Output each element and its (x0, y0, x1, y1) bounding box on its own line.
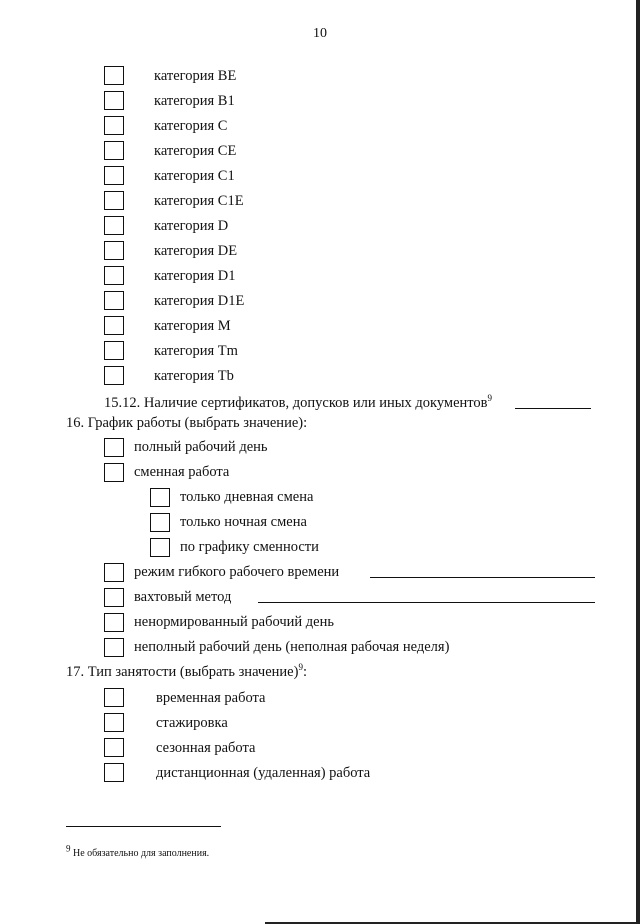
checkbox-internship[interactable] (104, 713, 124, 732)
item-15-12-text: 15.12. Наличие сертификатов, допусков или иных документов (104, 395, 488, 411)
checkbox-category-de[interactable] (104, 241, 124, 260)
checkbox-rotational[interactable] (104, 588, 124, 607)
label-category-b1: категория B1 (154, 93, 235, 109)
label-flexible: режим гибкого рабочего времени (134, 564, 340, 580)
checkbox-seasonal[interactable] (104, 738, 124, 757)
label-by-schedule: по графику сменности (180, 539, 319, 555)
section-17-colon: : (302, 664, 307, 680)
checkbox-category-c[interactable] (104, 116, 124, 135)
checkbox-category-d1[interactable] (104, 266, 124, 285)
label-rotational: вахтовый метод (134, 589, 232, 605)
label-category-c: категория C (154, 118, 228, 134)
section-17-title-text: 17. Тип занятости (выбрать значение) (66, 664, 299, 680)
checkbox-irregular[interactable] (104, 613, 124, 632)
checkbox-category-d[interactable] (104, 216, 124, 235)
footnote-divider (66, 826, 221, 827)
page-number: 10 (313, 26, 327, 41)
checkbox-flexible[interactable] (104, 563, 124, 582)
checkbox-temporary[interactable] (104, 688, 124, 707)
checkbox-category-m[interactable] (104, 316, 124, 335)
label-category-be: категория BE (154, 68, 237, 84)
checkbox-category-be[interactable] (104, 66, 124, 85)
checkbox-category-c1e[interactable] (104, 191, 124, 210)
label-temporary: временная работа (156, 690, 266, 706)
label-part-time: неполный рабочий день (неполная рабочая неделя) (134, 639, 450, 655)
section-16-title: 16. График работы (выбрать значение): (66, 415, 308, 431)
item-15-12 (104, 394, 492, 412)
label-category-d1: категория D1 (154, 268, 236, 284)
certificates-input-line[interactable] (515, 408, 591, 409)
rotational-input-line[interactable] (258, 602, 595, 603)
scan-edge-right (636, 0, 640, 924)
label-category-c1: категория C1 (154, 168, 235, 184)
flexible-input-line[interactable] (370, 577, 595, 578)
footnote-number: 9 (66, 843, 71, 854)
checkbox-by-schedule[interactable] (150, 538, 170, 557)
label-category-d: категория D (154, 218, 229, 234)
label-category-m: категория M (154, 318, 231, 334)
section-17-title (66, 663, 307, 681)
label-shift-work: сменная работа (134, 464, 230, 480)
checkbox-category-c1[interactable] (104, 166, 124, 185)
checkbox-shift-work[interactable] (104, 463, 124, 482)
checkbox-category-b1[interactable] (104, 91, 124, 110)
checkbox-category-tb[interactable] (104, 366, 124, 385)
label-category-de: категория DE (154, 243, 238, 259)
checkbox-category-tm[interactable] (104, 341, 124, 360)
label-seasonal: сезонная работа (156, 740, 256, 756)
label-category-ce: категория CE (154, 143, 237, 159)
label-remote: дистанционная (удаленная) работа (156, 765, 371, 781)
checkbox-day-shift-only[interactable] (150, 488, 170, 507)
label-category-tb: категория Tb (154, 368, 234, 384)
checkbox-remote[interactable] (104, 763, 124, 782)
footnote-text: Не обязательно для заполнения. (73, 848, 210, 859)
checkbox-category-ce[interactable] (104, 141, 124, 160)
footnote (66, 843, 210, 859)
footnote-ref: 9 (487, 393, 493, 404)
checkbox-part-time[interactable] (104, 638, 124, 657)
label-irregular: ненормированный рабочий день (134, 614, 334, 630)
checkbox-category-d1e[interactable] (104, 291, 124, 310)
footnote-ref: 9 (298, 662, 303, 673)
checkbox-full-day[interactable] (104, 438, 124, 457)
label-day-shift-only: только дневная смена (180, 489, 314, 505)
checkbox-night-shift-only[interactable] (150, 513, 170, 532)
label-internship: стажировка (156, 715, 228, 731)
label-category-c1e: категория C1E (154, 193, 244, 209)
label-night-shift-only: только ночная смена (180, 514, 307, 530)
label-category-d1e: категория D1E (154, 293, 245, 309)
label-full-day: полный рабочий день (134, 439, 268, 455)
label-category-tm: категория Tm (154, 343, 238, 359)
